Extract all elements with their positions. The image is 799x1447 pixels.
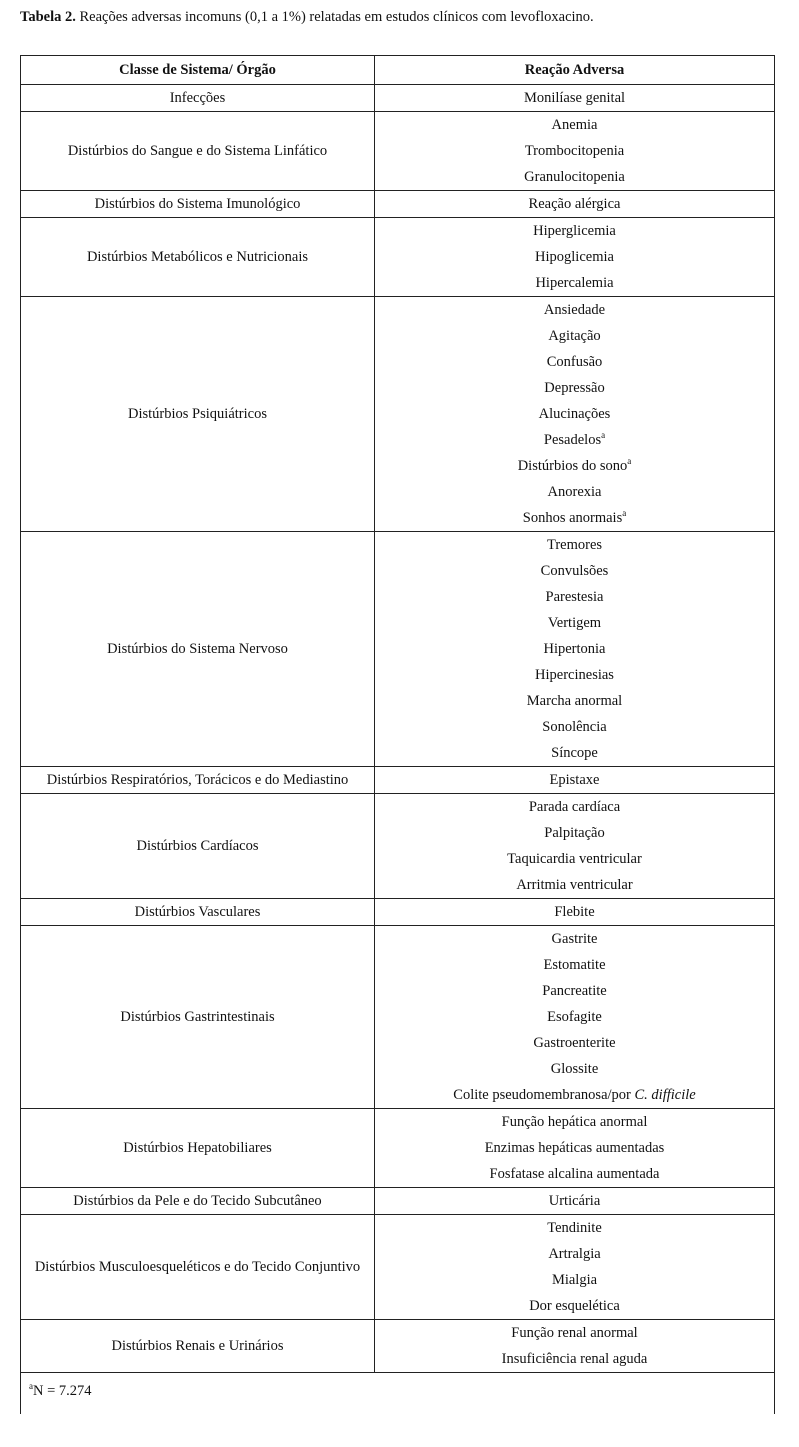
system-class-cell [21, 85, 375, 112]
reaction-item: Arritmia ventricular [516, 877, 633, 893]
reaction-item: Marcha anormal [526, 693, 623, 709]
reaction-item: Gastroenterite [533, 1035, 616, 1051]
footnote-marker: a [601, 430, 606, 441]
footnote-cell [21, 1373, 775, 1414]
header-system-class: Classe de Sistema/ Órgão [21, 56, 375, 85]
system-class-label: Distúrbios Psiquiátricos [128, 406, 267, 422]
reaction-item-with-organism [381, 1082, 768, 1108]
reaction-item: Parestesia [545, 589, 604, 605]
system-class-cell [21, 112, 375, 191]
table-row [21, 794, 775, 899]
system-class-cell [21, 767, 375, 794]
footnote-marker: a [627, 456, 632, 467]
table-caption [20, 7, 594, 27]
reaction-text: Distúrbios do sono [517, 458, 628, 474]
system-class-cell [21, 191, 375, 218]
reaction-item: Depressão [544, 380, 605, 396]
reactions-cell [375, 191, 775, 218]
reaction-item: Urticária [548, 1193, 601, 1209]
reaction-item: Pancreatite [542, 983, 607, 999]
reaction-item: Trombocitopenia [524, 143, 625, 159]
system-class-label: Distúrbios Respiratórios, Torácicos e do Mediastino [46, 772, 349, 788]
system-class-label: Distúrbios do Sangue e do Sistema Linfático [67, 143, 328, 159]
reactions-cell [375, 85, 775, 112]
reaction-item: Taquicardia ventricular [507, 851, 642, 867]
table-row [21, 532, 775, 767]
reactions-cell [375, 218, 775, 297]
reactions-cell [375, 1320, 775, 1373]
table-row [21, 899, 775, 926]
reaction-item: Função renal anormal [511, 1325, 638, 1341]
reactions-cell [375, 1188, 775, 1215]
footnote-marker: a [622, 508, 627, 519]
table-header-row [21, 56, 775, 85]
reaction-item: Função hepática anormal [501, 1114, 648, 1130]
system-class-cell [21, 1109, 375, 1188]
reaction-text: Colite pseudomembranosa/por [453, 1087, 631, 1103]
reaction-item: Gastrite [551, 931, 598, 947]
reactions-cell [375, 297, 775, 532]
system-class-cell [21, 1215, 375, 1320]
system-class-label: Distúrbios Vasculares [134, 904, 261, 920]
reaction-item: Confusão [546, 354, 603, 370]
table-row [21, 1109, 775, 1188]
table-row [21, 85, 775, 112]
reaction-item: Hiperglicemia [533, 223, 616, 239]
system-class-cell [21, 899, 375, 926]
reaction-item: Estomatite [543, 957, 606, 973]
table-row [21, 926, 775, 1109]
reaction-item: Glossite [550, 1061, 599, 1077]
system-class-cell [21, 1320, 375, 1373]
reaction-item: Insuficiência renal aguda [501, 1351, 648, 1367]
system-class-label: Distúrbios Gastrintestinais [120, 1009, 275, 1025]
system-class-label: Infecções [169, 90, 226, 106]
reaction-text: Pesadelos [543, 432, 602, 448]
reaction-item: Agitação [548, 328, 601, 344]
system-class-cell [21, 297, 375, 532]
system-class-label: Distúrbios Musculoesqueléticos e do Tecido Conjuntivo [34, 1259, 361, 1275]
system-class-cell [21, 532, 375, 767]
reaction-item: Esofagite [547, 1009, 602, 1025]
caption-label: Tabela 2. [20, 9, 76, 25]
reaction-item: Mialgia [551, 1272, 598, 1288]
footnote-marker: a [29, 1381, 33, 1392]
reaction-item: Hipercalemia [535, 275, 614, 291]
system-class-label: Distúrbios Metabólicos e Nutricionais [86, 249, 309, 265]
reactions-cell [375, 794, 775, 899]
reaction-item: Hipoglicemia [535, 249, 614, 265]
reactions-cell [375, 767, 775, 794]
system-class-cell [21, 218, 375, 297]
reaction-item: Reação alérgica [528, 196, 621, 212]
reactions-cell [375, 1109, 775, 1188]
reaction-item: Monilíase genital [523, 90, 626, 106]
system-class-label: Distúrbios Hepatobiliares [123, 1140, 272, 1156]
reaction-item: Fosfatase alcalina aumentada [489, 1166, 660, 1182]
reaction-item: Tendinite [547, 1220, 602, 1236]
reaction-item: Ansiedade [543, 302, 606, 318]
table-row [21, 1215, 775, 1320]
table-row [21, 1188, 775, 1215]
reaction-item: Tremores [546, 537, 603, 553]
reaction-item-with-footnote [381, 427, 768, 453]
reactions-cell [375, 112, 775, 191]
reaction-item: Síncope [551, 745, 598, 761]
reactions-cell [375, 1215, 775, 1320]
table-row [21, 112, 775, 191]
table-row [21, 191, 775, 218]
table-row [21, 218, 775, 297]
table-footnote-row [21, 1373, 775, 1414]
reaction-item: Vertigem [547, 615, 602, 631]
table-row [21, 1320, 775, 1373]
system-class-label: Distúrbios Renais e Urinários [111, 1338, 284, 1354]
reaction-item: Convulsões [540, 563, 609, 579]
reaction-item: Dor esquelética [529, 1298, 620, 1314]
system-class-label: Distúrbios do Sistema Imunológico [94, 196, 301, 212]
reaction-item: Hipercinesias [535, 667, 614, 683]
system-class-label: Distúrbios do Sistema Nervoso [107, 641, 288, 657]
reactions-cell [375, 532, 775, 767]
reaction-item-with-footnote [381, 505, 768, 531]
reaction-item: Artralgia [548, 1246, 601, 1262]
system-class-label: Distúrbios Cardíacos [136, 838, 259, 854]
reaction-item: Palpitação [544, 825, 605, 841]
reaction-item: Flebite [554, 904, 595, 920]
system-class-cell [21, 1188, 375, 1215]
system-class-cell [21, 794, 375, 899]
reaction-item: Anorexia [547, 484, 602, 500]
reaction-item: Parada cardíaca [528, 799, 621, 815]
organism-name: C. difficile [634, 1087, 696, 1103]
reaction-item: Epistaxe [549, 772, 600, 788]
reaction-text: Sonhos anormais [522, 510, 623, 526]
reaction-item: Alucinações [538, 406, 611, 422]
table-row [21, 767, 775, 794]
caption-text: Reações adversas incomuns (0,1 a 1%) relatadas em estudos clínicos com levofloxacino. [75, 9, 594, 25]
reaction-item-with-footnote [381, 453, 768, 479]
header-adverse-reaction: Reação Adversa [375, 56, 775, 85]
reaction-item: Anemia [551, 117, 598, 133]
reaction-item: Sonolência [542, 719, 607, 735]
reaction-item: Enzimas hepáticas aumentadas [484, 1140, 665, 1156]
footnote-text: N = 7.274 [33, 1383, 92, 1399]
reaction-item: Hipertonia [543, 641, 606, 657]
reactions-cell [375, 926, 775, 1109]
adverse-reactions-table [20, 55, 775, 1414]
system-class-cell [21, 926, 375, 1109]
reactions-cell [375, 899, 775, 926]
table-body [21, 85, 775, 1414]
system-class-label: Distúrbios da Pele e do Tecido Subcutâneo [73, 1193, 322, 1209]
table-row [21, 297, 775, 532]
reaction-item: Granulocitopenia [524, 169, 625, 185]
